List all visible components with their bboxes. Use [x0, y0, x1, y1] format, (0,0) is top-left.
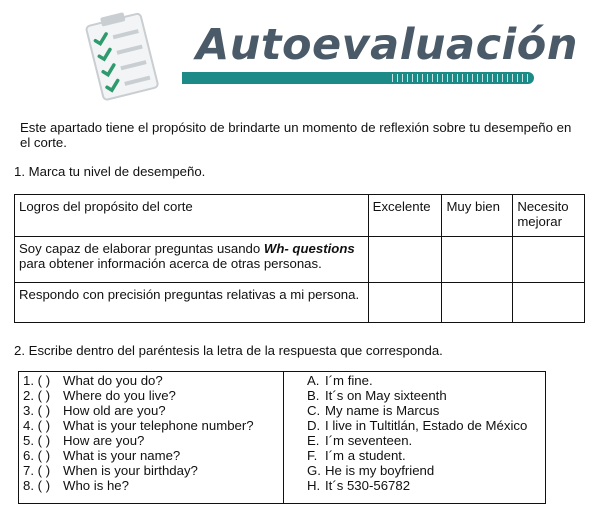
achievement-text: Soy capaz de elaborar preguntas usando — [19, 241, 264, 256]
achievement-text-cont: para obtener información acerca de otras personas. — [19, 256, 322, 271]
answer-row — [307, 433, 527, 448]
answer-text: I´m fine. — [325, 373, 373, 388]
answer-letter: H. — [307, 478, 321, 493]
question-row[interactable] — [23, 448, 254, 463]
answer-row — [307, 418, 527, 433]
answer-text: My name is Marcus — [325, 403, 440, 418]
matching-exercise — [18, 371, 546, 504]
table-header-row — [15, 195, 585, 237]
mark-necesito-mejorar-cell[interactable] — [513, 283, 585, 323]
performance-table — [14, 194, 585, 323]
header-excelente: Excelente — [368, 195, 442, 237]
question-number[interactable]: 3. ( ) — [23, 403, 51, 418]
answer-letter: E. — [307, 433, 320, 448]
question-text: When is your birthday? — [63, 463, 198, 478]
intro-text: Este apartado tiene el propósito de brindarte un momento de reflexión sobre tu desempeño en el corte. — [20, 120, 572, 150]
question-number[interactable]: 6. ( ) — [23, 448, 51, 463]
question-number[interactable]: 7. ( ) — [23, 463, 51, 478]
question-row[interactable] — [23, 478, 254, 493]
answer-row — [307, 403, 527, 418]
mark-muy-bien-cell[interactable] — [442, 237, 513, 283]
questions-column — [23, 373, 254, 493]
mark-excelente-cell[interactable] — [368, 237, 442, 283]
answer-row — [307, 388, 527, 403]
table-row — [15, 283, 585, 323]
question-text: How old are you? — [63, 403, 166, 418]
checklist-clipboard-icon — [80, 8, 170, 103]
question-number[interactable]: 5. ( ) — [23, 433, 51, 448]
question-text: What is your telephone number? — [63, 418, 254, 433]
achievement-cell — [15, 283, 369, 323]
page-title: Autoevaluación — [196, 20, 578, 70]
answer-text: I´m seventeen. — [325, 433, 413, 448]
achievement-text: Respondo con precisión preguntas relativas a mi persona. — [19, 287, 360, 302]
question-number[interactable]: 1. ( ) — [23, 373, 51, 388]
question-row[interactable] — [23, 373, 254, 388]
answer-row — [307, 373, 527, 388]
section2-instruction: 2. Escribe dentro del paréntesis la letra de la respuesta que corresponda. — [14, 343, 443, 358]
answer-letter: G. — [307, 463, 321, 478]
header-muy-bien: Muy bien — [442, 195, 513, 237]
table-row — [15, 237, 585, 283]
header-logros: Logros del propósito del corte — [15, 195, 369, 237]
question-text: How are you? — [63, 433, 145, 448]
question-text: What do you do? — [63, 373, 163, 388]
mark-muy-bien-cell[interactable] — [442, 283, 513, 323]
question-number[interactable]: 8. ( ) — [23, 478, 51, 493]
answers-column — [307, 373, 527, 493]
answer-letter: C. — [307, 403, 321, 418]
answer-row — [307, 478, 527, 493]
answer-letter: B. — [307, 388, 320, 403]
header-necesito-mejorar: Necesito mejorar — [513, 195, 585, 237]
answer-text: It´s 530-56782 — [325, 478, 411, 493]
answer-text: He is my boyfriend — [325, 463, 435, 478]
answer-row — [307, 448, 527, 463]
mark-excelente-cell[interactable] — [368, 283, 442, 323]
header — [0, 0, 602, 110]
mark-necesito-mejorar-cell[interactable] — [513, 237, 585, 283]
achievement-cell — [15, 237, 369, 283]
question-number[interactable]: 4. ( ) — [23, 418, 51, 433]
answer-letter: F. — [307, 448, 318, 463]
answer-letter: A. — [307, 373, 320, 388]
question-row[interactable] — [23, 463, 254, 478]
answer-letter: D. — [307, 418, 321, 433]
section1-instruction: 1. Marca tu nivel de desempeño. — [14, 164, 206, 179]
column-divider — [283, 372, 284, 503]
question-row[interactable] — [23, 403, 254, 418]
question-row[interactable] — [23, 388, 254, 403]
achievement-highlight: Wh- questions — [263, 241, 355, 256]
answer-row — [307, 463, 527, 478]
answer-text: I live in Tultitlán, Estado de México — [325, 418, 528, 433]
question-row[interactable] — [23, 418, 254, 433]
question-text: Who is he? — [63, 478, 129, 493]
answer-text: It´s on May sixteenth — [325, 388, 447, 403]
title-bar-ticks — [392, 74, 530, 82]
answer-text: I´m a student. — [325, 448, 406, 463]
question-number[interactable]: 2. ( ) — [23, 388, 51, 403]
question-text: What is your name? — [63, 448, 181, 463]
question-row[interactable] — [23, 433, 254, 448]
question-text: Where do you live? — [63, 388, 176, 403]
